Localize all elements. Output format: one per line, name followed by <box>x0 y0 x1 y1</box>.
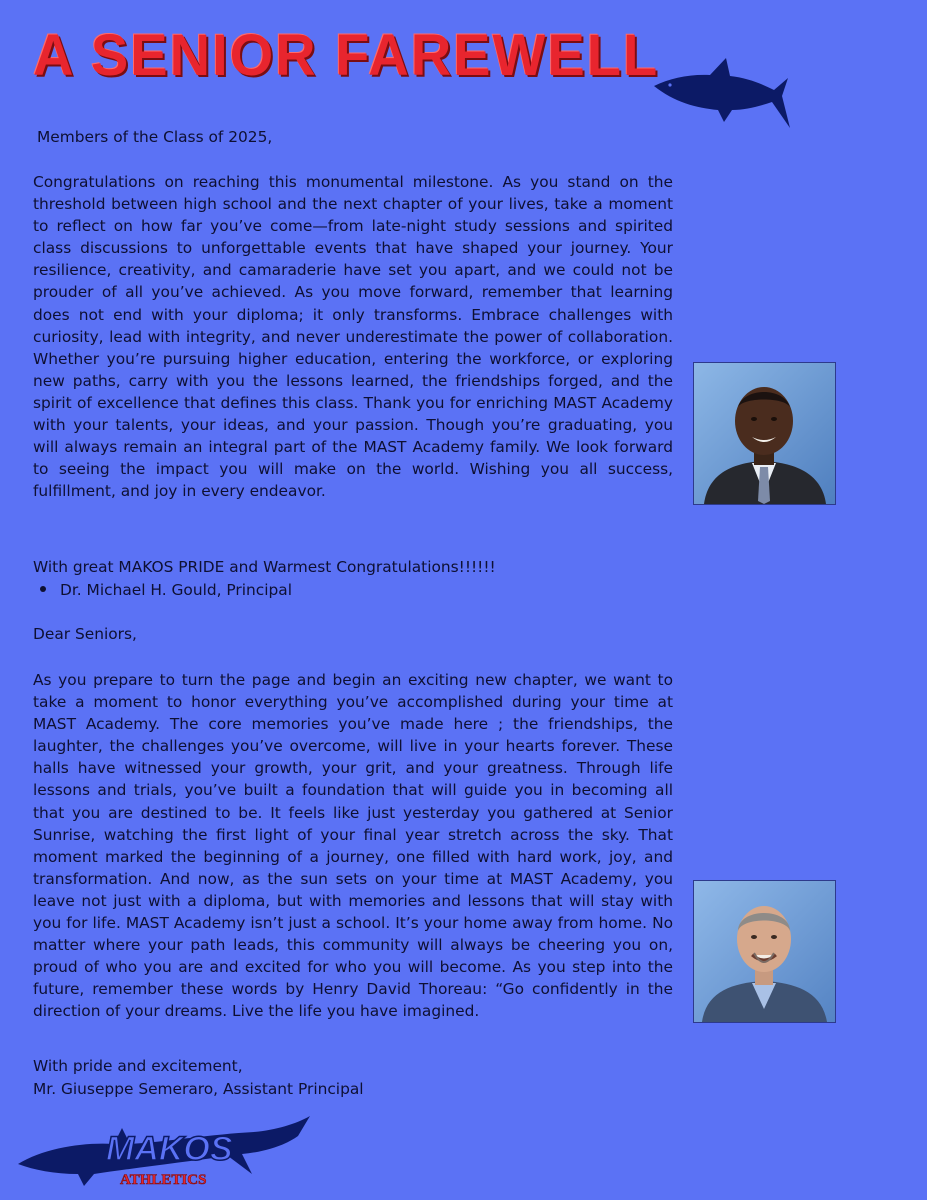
letter1-signoff: With great MAKOS PRIDE and Warmest Congratulations!!!!!! <box>33 558 496 576</box>
shark-icon <box>650 56 792 132</box>
letter1-body: Congratulations on reaching this monumental milestone. As you stand on the threshold between high school and the next chapter of your lives, take a moment to reflect on how far you’ve come—from late-night study sessions and spirited class discussions to unforgettable events that have shaped your journey. Your resilience, creativity, and camaraderie have set you apart, and we could not be prouder of all you’ve achieved. As you move forward, remember that learning does not end with your diploma; it only transforms. Embrace challenges with curiosity, lead with integrity, and never underestimate the power of collaboration. Whether you’re pursuing higher education, entering the workforce, or exploring new paths, carry with you the lessons learned, the friendships forged, and the spirit of excellence that defines this class. Thank you for enriching MAST Academy with your talents, your ideas, and your passion. Though you’re graduating, you will always remain an integral part of the MAST Academy family. We look forward to seeing the impact you will make on the world. Wishing you all success, fulfillment, and joy in every endeavor. <box>33 173 673 501</box>
letter1-signature-text: Dr. Michael H. Gould, Principal <box>60 581 292 599</box>
makos-athletics-logo <box>14 1112 314 1190</box>
letter1-signature <box>40 579 292 601</box>
letter2-signoff: With pride and excitement, <box>33 1057 243 1075</box>
logo-wordmark: MAKOS <box>106 1130 233 1168</box>
letter1-greeting: Members of the Class of 2025, <box>37 128 273 146</box>
assistant-principal-photo <box>693 880 836 1023</box>
principal-photo <box>693 362 836 505</box>
logo-subtitle: ATHLETICS <box>120 1172 207 1188</box>
letter2-signature: Mr. Giuseppe Semeraro, Assistant Principal <box>33 1080 364 1098</box>
page-title: A SENIOR FAREWELL <box>33 21 660 88</box>
bullet-icon <box>40 586 46 592</box>
letter2-body: As you prepare to turn the page and begin an exciting new chapter, we want to take a moment to honor everything you’ve accomplished during your time at MAST Academy. The core memories you’ve made here ; the friendships, the laughter, the challenges you’ve overcome, will live in your hearts forever. These halls have witnessed your growth, your grit, and your greatness. Through life lessons and trials, you’ve built a foundation that will guide you in becoming all that you are destined to be. It feels like just yesterday you gathered at Senior Sunrise, watching the first light of your final year stretch across the sky. That moment marked the beginning of a journey, one filled with hard work, joy, and transformation. And now, as the sun sets on your time at MAST Academy, you leave not just with a diploma, but with memories and lessons that will stay with you for life. MAST Academy isn’t just a school. It’s your home away from home. No matter where your path leads, this community will always be cheering you on, proud of who you are and excited for who you will become. As you step into the future, remember these words by Henry David Thoreau: “Go confidently in the direction of your dreams. Live the life you have imagined. <box>33 671 673 1021</box>
letter2-greeting: Dear Seniors, <box>33 625 137 643</box>
